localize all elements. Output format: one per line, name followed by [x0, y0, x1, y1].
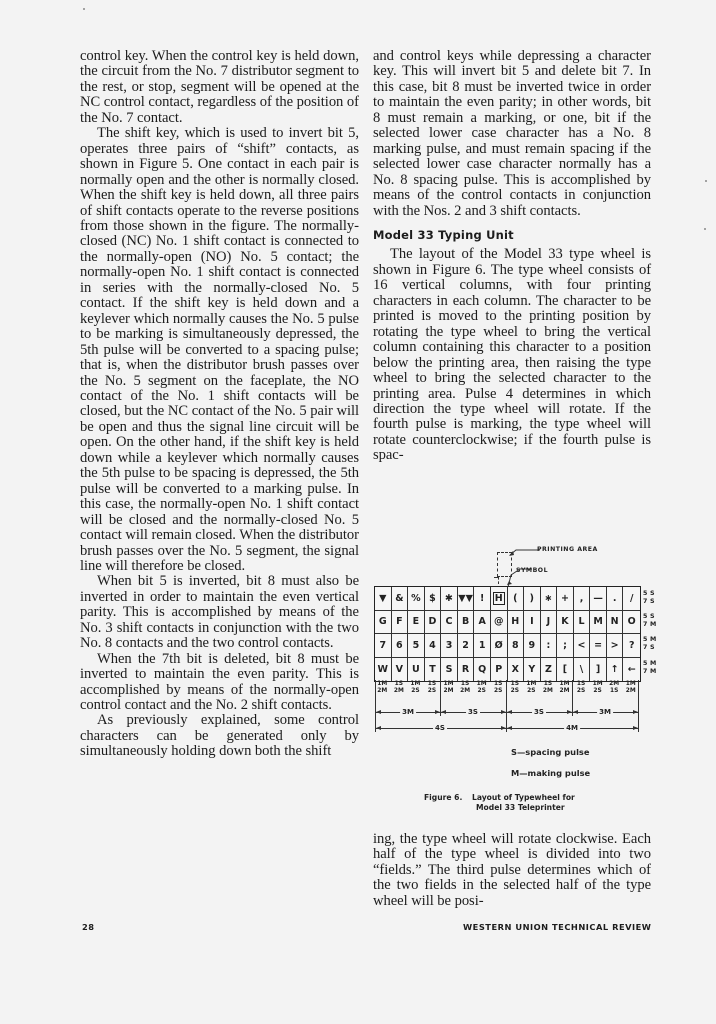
typewheel-cell: U [408, 658, 425, 682]
paragraph: The shift key, which is used to invert bit 5, operates three pairs of “shift” contacts, as shown in Figure 5. One contact in each pair is normally open and the other is normally closed. When the shift key is held down, all three pairs of shift contacts operate to the reverse positions from those shown in the figure. The normally-closed (NC) No. 1 shift contact is connected to the normally-open (NO) No. 5 contact; the normally-open No. 1 shift contact is connected in series with the normally-closed No. 5 contact. If the shift key is held down and a keylever which normally causes the No. 5 pulse to be marking is simultaneously depressed, the 5th pulse will be converted to a spacing pulse; that is, when the distributor brush passes over the No. 5 segment on the faceplate, the NO contact of the No. 1 shift contacts will be closed, but the NC contact of the No. 5 pair will be open and thus the signal line circuit will be open. On the other hand, if the shift key is held down while a keylever which normally causes the 5th pulse to be spacing is depressed, the 5th pulse will be converted to a marking pulse. In this case, the normally-open No. 1 shift contact will be closed and the normally-closed No. 5 contact will remain closed. When the distributor brush passes over the No. 5 segment, the signal line will therefore be closed. [80, 125, 359, 574]
figure-number: Figure 6. [424, 793, 463, 802]
column-code: 1M 2M [377, 681, 388, 694]
dimension-label: 3S [534, 708, 544, 716]
typewheel-cell: 6 [392, 634, 409, 658]
symbol-label: SYMBOL [516, 567, 549, 574]
typewheel-cell: S [441, 658, 458, 682]
typewheel-cell: W [375, 658, 392, 682]
printing-area-label: PRINTING AREA [537, 546, 598, 553]
typewheel-cell: R [458, 658, 475, 682]
typewheel-cell: ▼ [375, 587, 392, 611]
dimension-label: 3S [468, 708, 478, 716]
typewheel-cell: Z [541, 658, 558, 682]
typewheel-cell: K [557, 611, 574, 635]
typewheel-cell: . [607, 587, 624, 611]
typewheel-cell: ↑ [607, 658, 624, 682]
row-code: 5 M 7 S [643, 636, 657, 651]
row-code: 5 S 7 M [643, 613, 657, 628]
typewheel-cell: H [491, 587, 508, 611]
typewheel-cell: 9 [524, 634, 541, 658]
column-code: 1S 2S [494, 681, 503, 694]
column-code: 1M 2S [592, 681, 603, 694]
typewheel-cell: P [491, 658, 508, 682]
typewheel-cell: — [590, 587, 607, 611]
typewheel-cell: ✱ [441, 587, 458, 611]
typewheel-cell: B [458, 611, 475, 635]
typewheel-cell: , [574, 587, 591, 611]
column-code: 1M 2M [625, 681, 636, 694]
section-heading: Model 33 Typing Unit [373, 227, 514, 242]
typewheel-cell: + [557, 587, 574, 611]
typewheel-cell: @ [491, 611, 508, 635]
typewheel-cell: ; [557, 634, 574, 658]
right-text-column-continued [373, 832, 651, 909]
typewheel-cell: I [524, 611, 541, 635]
typewheel-cell: $ [425, 587, 442, 611]
typewheel-cell: 3 [441, 634, 458, 658]
typewheel-cell: T [425, 658, 442, 682]
divider-tick [375, 680, 376, 732]
typewheel-cell: ) [524, 587, 541, 611]
scan-speck [704, 228, 706, 230]
row-code: 5 S 7 S [643, 590, 655, 605]
typewheel-cell: > [607, 634, 624, 658]
paragraph: When the 7th bit is deleted, bit 8 must be inverted to maintain the even parity. This is accomplished by means of the normally-open control contact and the No. 2 shift contacts. [80, 650, 359, 714]
typewheel-cell: 8 [508, 634, 525, 658]
typewheel-cell: / [623, 587, 640, 611]
dimension-label: 3M [599, 708, 611, 716]
typewheel-cell: D [425, 611, 442, 635]
typewheel-grid [374, 586, 641, 682]
divider-tick [506, 680, 507, 732]
typewheel-cell: ( [508, 587, 525, 611]
typewheel-cell: < [574, 634, 591, 658]
typewheel-cell: J [541, 611, 558, 635]
column-code: 1M 2S [476, 681, 487, 694]
typewheel-cell: M [590, 611, 607, 635]
scan-speck [705, 180, 707, 182]
paragraph: As previously explained, some control characters can be generated only by simultaneously holding down both the shift [80, 712, 359, 760]
typewheel-cell: & [392, 587, 409, 611]
typewheel-cell: V [392, 658, 409, 682]
typewheel-cell: = [590, 634, 607, 658]
paragraph: control key. When the control key is held down, the circuit from the No. 7 distributor segment to the rest, or stop, segment will be opened at the NC control contact, regardless of the position of the No. 7 contact. [80, 48, 359, 126]
column-code: 1S 2M [460, 681, 471, 694]
dimension-label: 3M [402, 708, 414, 716]
column-code: 2M 1S [609, 681, 620, 694]
typewheel-cell: 4 [425, 634, 442, 658]
typewheel-cell: C [441, 611, 458, 635]
column-code: 1S 2S [576, 681, 586, 694]
typewheel-cell: ] [590, 658, 607, 682]
column-code: 1S 2M [393, 681, 404, 694]
column-code: 1M 2M [559, 681, 570, 694]
typewheel-cell: A [474, 611, 491, 635]
column-code: 1S 2S [427, 681, 437, 694]
typewheel-cell: Q [474, 658, 491, 682]
typewheel-cell: H [508, 611, 525, 635]
typewheel-cell: ∗ [541, 587, 558, 611]
typewheel-cell: % [408, 587, 425, 611]
typewheel-cell: 5 [408, 634, 425, 658]
typewheel-cell: 2 [458, 634, 475, 658]
paragraph: and control keys while depressing a character key. This will invert bit 5 and delete bit 7. In this case, bit 8 must be inverted twice in order to maintain the even parity; in other words, bit 8 must remain a marking, or one, bit if the selected lower case character has a No. 8 marking pulse, and must remain spacing if the selected lower case character normally has a No. 8 spacing pulse. This is accomplished by means of the control contacts in conjunction with the Nos. 2 and 3 shift contacts. [373, 48, 651, 219]
legend-spacing: S—spacing pulse [511, 747, 590, 757]
typewheel-cell: ? [623, 634, 640, 658]
typewheel-cell: ▼▼ [458, 587, 475, 611]
typewheel-cell: O [623, 611, 640, 635]
column-code: 1S 2M [542, 681, 553, 694]
row-code: 5 M 7 M [643, 660, 657, 675]
column-code: 1M 2M [443, 681, 454, 694]
figure-caption [424, 793, 575, 813]
scan-speck [83, 8, 85, 10]
paragraph: When bit 5 is inverted, bit 8 must also be inverted in order to maintain the even vertical parity. This is accomplished by means of the No. 3 shift contacts in conjunction with the two No. 8 contacts and the two control contacts. [80, 573, 359, 652]
paragraph: The layout of the Model 33 type wheel is shown in Figure 6. The type wheel consists of 16 vertical columns, with four printing characters in each column. The character to be printed is moved to the printing position by rotating the type wheel to bring the vertical column containing this character to a position below the printing area, then raising the type wheel to bring the selected character to the printing area. Pulse 4 determines in which direction the type wheel will rotate. If the fourth pulse is marking, the type wheel will rotate counterclockwise; if the fourth pulse is spac- [373, 246, 651, 464]
typewheel-cell: ! [474, 587, 491, 611]
typewheel-cell: 7 [375, 634, 392, 658]
typewheel-cell: 1 [474, 634, 491, 658]
column-code: 1M 2S [526, 681, 537, 694]
typewheel-cell: Y [524, 658, 541, 682]
figure-title-line1: Layout of Typewheel for [472, 793, 575, 802]
typewheel-cell: N [607, 611, 624, 635]
divider-tick [638, 680, 639, 732]
legend-marking: M—making pulse [511, 768, 591, 778]
typewheel-cell: ← [627, 663, 636, 675]
typewheel-cell: L [574, 611, 591, 635]
left-text-column [80, 49, 359, 760]
column-code: 1M 2S [410, 681, 421, 694]
typewheel-cell: \ [574, 658, 591, 682]
typewheel-cell: X [508, 658, 525, 682]
typewheel-cell: : [541, 634, 558, 658]
publication-name: WESTERN UNION TECHNICAL REVIEW [463, 922, 652, 932]
page-number: 28 [82, 922, 95, 932]
dimension-label: 4M [566, 724, 578, 732]
figure-title-line2: Model 33 Teleprinter [476, 803, 565, 812]
dimension-label: 4S [435, 724, 445, 732]
typewheel-cell: [ [557, 658, 574, 682]
typewheel-cell: F [392, 611, 409, 635]
typewheel-cell: Ø [491, 634, 508, 658]
right-text-column [373, 49, 651, 464]
typewheel-cell: G [375, 611, 392, 635]
typewheel-cell: E [408, 611, 425, 635]
paragraph: ing, the type wheel will rotate clockwise. Each half of the type wheel is divided into two “fields.” The third pulse determines which of the two fields in the selected half of the type wheel will be posi- [373, 831, 651, 909]
column-code: 1S 2S [510, 681, 519, 694]
